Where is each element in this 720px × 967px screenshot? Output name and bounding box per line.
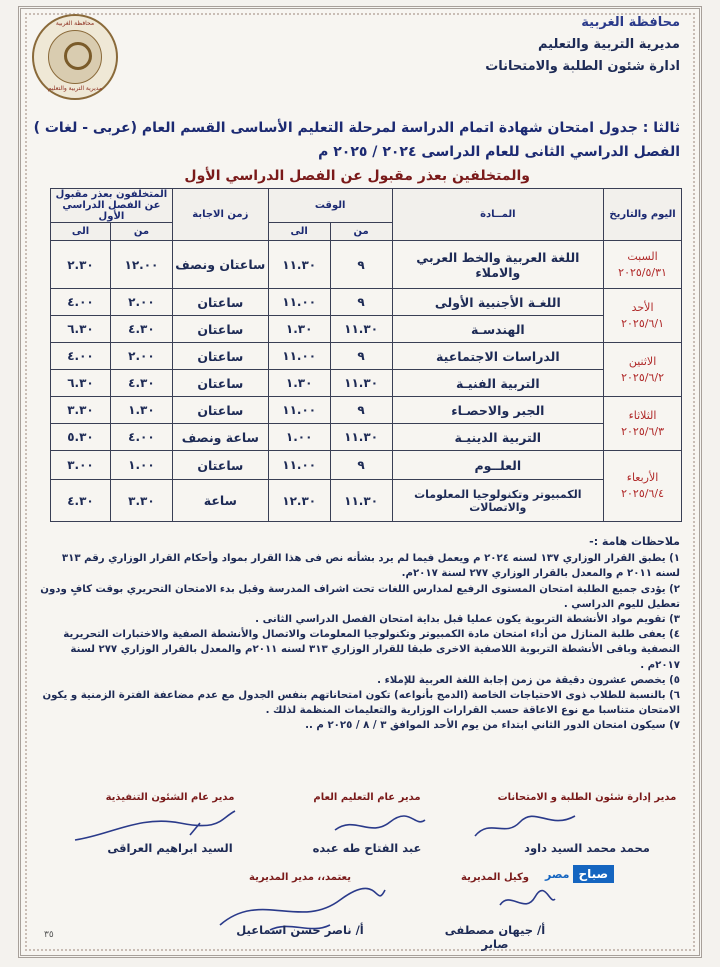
gear-icon [64, 42, 92, 70]
header-time-to: الى [268, 223, 330, 241]
time-to-cell: ١١.٠٠ [268, 397, 330, 424]
badge-brand: صباح [573, 865, 615, 883]
day-cell: الاثنين ٢٠٢٥/٦/٢ [604, 343, 682, 397]
duration-cell: ساعتان ونصف [172, 241, 268, 289]
table-row [51, 480, 682, 522]
notes-heading: ملاحظات هامة :- [589, 535, 680, 548]
late-to-cell: ٢.٣٠ [51, 241, 111, 289]
note-item: ٥) يخصص عشرون دقيقة من زمن إجابة اللغة العربية للإملاء . [377, 674, 680, 686]
signature-block-5: يعتمد،، مدير المديرية أ/ ناصر حسن اسماعيل [236, 872, 364, 937]
header-late: المتخلفون بعذر مقبول عن الفصل الدراسي الأول [51, 189, 173, 223]
time-to-cell: ١.٣٠ [268, 370, 330, 397]
table-row [51, 397, 682, 424]
late-from-cell: ١.٠٠ [110, 451, 172, 480]
subject-cell: الكمبيوتر وتكنولوجيا المعلومات والاتصالات [392, 480, 604, 522]
late-from-cell: ٤.٠٠ [110, 424, 172, 451]
duration-cell: ساعتان [172, 397, 268, 424]
time-to-cell: ١١.٠٠ [268, 343, 330, 370]
time-to-cell: ١٢.٣٠ [268, 480, 330, 522]
time-from-cell: ١١.٣٠ [330, 370, 392, 397]
duration-cell: ساعة ونصف [172, 424, 268, 451]
header-late-to: الى [51, 223, 111, 241]
late-to-cell: ٣.٣٠ [51, 397, 111, 424]
day-cell: الأحد ٢٠٢٥/٦/١ [604, 289, 682, 343]
header-duration: زمن الاجابة [172, 189, 268, 241]
badge-country: مصر [545, 867, 570, 881]
late-from-cell: ٢.٠٠ [110, 343, 172, 370]
document-titles [34, 116, 680, 188]
time-from-cell: ٩ [330, 289, 392, 316]
directorate-logo [32, 14, 118, 100]
late-from-cell: ١٢.٠٠ [110, 241, 172, 289]
time-from-cell: ١١.٣٠ [330, 316, 392, 343]
time-from-cell: ٩ [330, 397, 392, 424]
table-row [51, 316, 682, 343]
duration-cell: ساعتان [172, 316, 268, 343]
subject-cell: العلــوم [392, 451, 604, 480]
directorate-label: مديرية التربية والتعليم [537, 37, 680, 52]
time-from-cell: ٩ [330, 241, 392, 289]
late-from-cell: ٤.٣٠ [110, 370, 172, 397]
header-subject: المــادة [392, 189, 604, 241]
subject-cell: التربية الدينيـة [392, 424, 604, 451]
duration-cell: ساعتان [172, 289, 268, 316]
time-from-cell: ١١.٣٠ [330, 480, 392, 522]
document-header [485, 12, 680, 78]
note-item: ١) يطبق القرار الوزاري ١٣٧ لسنه ٢٠٢٤ م ويعمل فيما لم يرد بشأنه نص فى هذا القرار بمواد وأحكام القرار الوزاري رقم ٣١٣ لسنه ٢٠١١ م والمعدل بالقرار الوزاري ٢٧٧ لسنة ٢٠١٧م. [61, 553, 680, 580]
day-cell: الثلاثاء ٢٠٢٥/٦/٣ [604, 397, 682, 451]
table-row [51, 451, 682, 480]
late-from-cell: ٤.٣٠ [110, 316, 172, 343]
note-item: ٤) يعفى طلبة المنازل من أداء امتحان مادة الكمبيوتر وتكنولوجيا المعلومات والاتصال والأنشطة الصفية والاختبارات التحريرية النصفية وباقى الأنشطة التربوية اللاصفية الاخرى طبقا للقرار الوزاري ٣١٣ لسنه ٢٠١١م والمعدل بالقرار الوزاري ٢٧٧ لسنة ٢٠١٧م . [63, 629, 680, 671]
subject-cell: التربية الفنيـة [392, 370, 604, 397]
late-to-cell: ٤.٣٠ [51, 480, 111, 522]
note-item: ٢) يؤدى جميع الطلبة امتحان المستوى الرفيع لمدارس اللغات تحت اشراف المدرسة وقبل بدء الامتحان التحريري بوقت كافٍ ودون تعطيل لليوم الدراسي . [40, 583, 680, 610]
important-notes [40, 534, 680, 734]
late-from-cell: ٢.٠٠ [110, 289, 172, 316]
administration-label: ادارة شئون الطلبة والامتحانات [485, 59, 680, 74]
time-from-cell: ٩ [330, 451, 392, 480]
signature-block-2: مدير عام التعليم العام عبد الفتاح طه عبده [312, 792, 422, 855]
time-to-cell: ١١.٣٠ [268, 241, 330, 289]
header-late-from: من [110, 223, 172, 241]
late-from-cell: ١.٣٠ [110, 397, 172, 424]
header-time-from: من [330, 223, 392, 241]
watermark-badge [545, 865, 614, 883]
time-to-cell: ١١.٠٠ [268, 289, 330, 316]
signature-block-3: مدير عام الشئون التنفيذية السيد ابراهيم العراقى [105, 792, 235, 855]
duration-cell: ساعتان [172, 370, 268, 397]
title-semester: الفصل الدراسي الثانى للعام الدراسى ٢٠٢٤ / ٢٠٢٥ م [318, 144, 680, 160]
late-to-cell: ٥.٣٠ [51, 424, 111, 451]
page-number: ٣٥ [44, 930, 54, 940]
note-item: ٦) بالنسبة للطلاب ذوى الاحتياجات الخاصة (الدمج بأنواعه) تكون امتحاناتهم بنفس الجدول مع عدم مضاعفة الفترة الزمنية و يكون الامتحان متناسبا مع نوع الاعاقة حسب القرارات الوزارية والتعليمات المنظمة لذلك . [42, 690, 680, 717]
day-cell: السبت ٢٠٢٥/٥/٣١ [604, 241, 682, 289]
day-cell: الأربعاء ٢٠٢٥/٦/٤ [604, 451, 682, 522]
time-from-cell: ١١.٣٠ [330, 424, 392, 451]
time-to-cell: ١.٠٠ [268, 424, 330, 451]
signature-block-1: مدير إدارة شئون الطلبة و الامتحانات محمد محمد السيد داود [497, 792, 677, 855]
time-to-cell: ١.٣٠ [268, 316, 330, 343]
note-item: ٣) تقويم مواد الأنشطة التربوية يكون عمليا قبل بداية امتحان الفصل الدراسي الثانى . [255, 614, 680, 626]
signature-block-4: وكيل المديرية أ/ جيهان مصطفى صابر [444, 872, 546, 951]
duration-cell: ساعتان [172, 343, 268, 370]
late-to-cell: ٦.٣٠ [51, 316, 111, 343]
header-day: اليوم والتاريخ [604, 189, 682, 241]
exam-schedule-table [50, 188, 682, 522]
table-row [51, 370, 682, 397]
late-to-cell: ٤.٠٠ [51, 343, 111, 370]
table-row [51, 424, 682, 451]
subject-cell: الهندسـة [392, 316, 604, 343]
subject-cell: اللغة العربية والخط العربي والاملاء [392, 241, 604, 289]
title-late-students: والمتخلفين بعذر مقبول عن الفصل الدراسي الأول [184, 168, 530, 184]
subject-cell: اللغـة الأجنبية الأولى [392, 289, 604, 316]
late-to-cell: ٦.٣٠ [51, 370, 111, 397]
late-from-cell: ٣.٣٠ [110, 480, 172, 522]
table-row [51, 289, 682, 316]
governorate-label: محافظة الغربية [581, 15, 680, 30]
late-to-cell: ٣.٠٠ [51, 451, 111, 480]
logo-bottom-text: مديرية التربية والتعليم [47, 85, 103, 92]
duration-cell: ساعة [172, 480, 268, 522]
note-item: ٧) سيكون امتحان الدور الثاني ابتداء من يوم الأحد الموافق ٣ / ٨ / ٢٠٢٥ م .. [305, 720, 680, 732]
duration-cell: ساعتان [172, 451, 268, 480]
table-row [51, 241, 682, 289]
logo-top-text: محافظة الغربية [55, 20, 95, 27]
subject-cell: الجبر والاحصـاء [392, 397, 604, 424]
late-to-cell: ٤.٠٠ [51, 289, 111, 316]
header-time: الوقت [268, 189, 392, 223]
subject-cell: الدراسات الاجتماعية [392, 343, 604, 370]
time-to-cell: ١١.٠٠ [268, 451, 330, 480]
title-main: ثالثا : جدول امتحان شهادة اتمام الدراسة لمرحلة التعليم الأساسى القسم العام (عربى - لغات ) [33, 120, 680, 136]
table-row [51, 343, 682, 370]
time-from-cell: ٩ [330, 343, 392, 370]
